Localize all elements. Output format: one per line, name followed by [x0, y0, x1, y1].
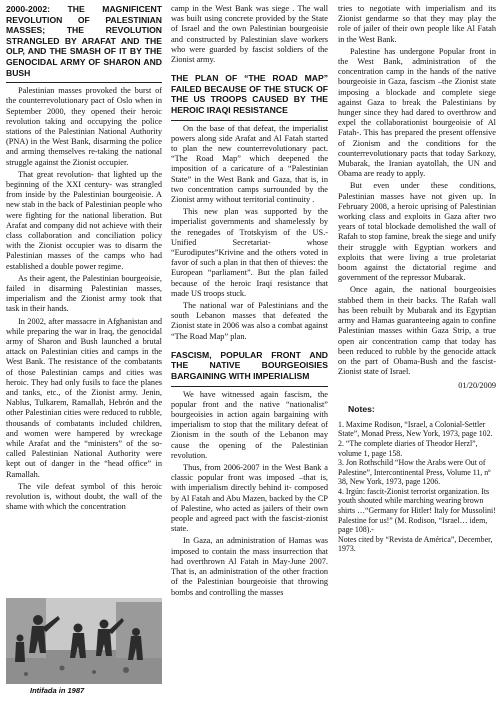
paragraph: That great revolution- that lighted up the beginning of the XXI century- was strangled from inside by the Palestinian bourgeoisie. A new stab in the back of Palestinian people who were fighting for the national liberation. But Arafat and company did not achieve with their class collaboration and conciliation policy with the Zionist occupier was to disarm the Palestinian masses of the camps who had established a double power regime. — [6, 169, 162, 271]
paragraph: As their agent, the Palestinian bourgeoisie, failed in disarming Palestinian masses, imperialism and the Zionist army took that task in their hands. — [6, 273, 162, 314]
notes-list — [338, 420, 496, 554]
notes-title: Notes: — [348, 403, 375, 414]
paragraph: In Gaza, an administration of Hamas was imposed to contain the mass insurrection that had overthrown Al Fatah in May-June 2007. That is, an administration of the other fraction of the Palestinian bourgeoisie that throwing bombs and controlling the masses — [171, 536, 328, 597]
paragraph: Palestine has undergone Popular front in the West Bank, administration of the concentration camp in the hands of the native bourgeoisie in Gaza, fascism –the Zionist state imposing a blockade and complete siege against Gaza to break the Palestinians by hunger since they had dared to overthrow and expel the collaborationist bourgeoisie of Al Fatah-. This has prepared the present offensive of Zionism and the conditions for the counterrevolutionary pacts that today Sarkozy, Mubarak, the Iranian ayatollah, the UN and Obama are ready to apply. — [338, 46, 496, 179]
paragraph: The vile defeat symbol of this heroic revolution is, without doubt, the wall of the shame with which the concentration — [6, 481, 162, 512]
intifada-photo — [6, 598, 162, 684]
note-item: 4. Irgún: fascit-Zionist terrorist organization. Its youth shouted while marching wearing brown shirts …“Germany for Hitler! Italy for Mussolini! Palestine for us!” (M. Rodison, “Israel… idem, page 108).- — [338, 486, 496, 535]
column-2 — [171, 4, 328, 600]
section-heading-fascism: FASCISM, POPULAR FRONT AND THE NATIVE BOURGEOISIES BARGAINING WITH IMPERIALISM — [171, 349, 328, 382]
paragraph: Once again, the national bourgeoisies stabbed them in their backs. The Rafah wall has been rebuilt by Mubarak and its Egyptian army and Hamas guaranteeing again to confine Palestinian masses within Gaza Strip, a true open air concentration camp that today has been reduced to rubble by the genocide attack on the part of Obama-Bush and the fascist-Zionist state of Israel. — [338, 285, 496, 377]
note-item: 1. Maxime Rodison, “Israel, a Colonial-Settler State”, Monad Press, New York, 1973, page 102. — [338, 419, 493, 439]
note-item: 3. Jon Rothschild “How the Arabs were Out of Palestine”, Intercontinental Press, Volume 11, nº 38, New York, 1973, page 1206. — [338, 458, 491, 487]
paragraph: But even under these conditions, Palestinian masses have not given up. In February 2008, a heroic uprising of Palestinian working class and exploits in Gaza after two years of total blockade demolished the wall of Rafah to stop famine, break the siege and unify their struggle with Egyptian workers and exploits that were living a true proletariat boom against the dictatorial regime and government of the repressor Mubarak. — [338, 181, 496, 283]
column-3 — [338, 4, 496, 554]
paragraph: Palestinian masses provoked the burst of the counterrevolutionary pact of Oslo when in September 2000, they opened their heroic revolution taking and occupying the police stations of the Palestinian National Authority (PNA) in the West Bank, disarming the police and arming themselves re-taking the national struggle against the Zionist occupier. — [6, 86, 162, 167]
photo-caption: Intifada in 1987 — [30, 686, 85, 695]
note-item: 2. “The complete diaries of Theodor Herzl”, volume 1, page 158. — [338, 438, 478, 458]
heading-rule — [171, 386, 328, 387]
heading-rule — [6, 82, 162, 83]
paragraph: camp in the West Bank was siege . The wall was built using concrete provided by the State of Israel and the own Palestinian bourgeoisie and constructed by Palestinian slave workers who were guarded by fascist soldiers of the Zionist army. — [171, 4, 328, 65]
paragraph: We have witnessed again fascism, the popular front and the native “nationalist” bourgeoisies in action again bargaining with imperialism to stop that the military defeat of Zionism in the south of the Lebanon may cause the opening of the Palestinian revolution. — [171, 389, 328, 460]
paragraph: This new plan was supported by the imperialist governments and shamelessly by the renegades of Trotskyism of the US.-Unified Secretariat- whose “Eurodiputes”Krivine and the others voted in favor of such a plan in that then of thieves: the European “parliament”. But the plan failed because of the heroic Iraqi resistance that made US troops stuck. — [171, 207, 328, 298]
paragraph: In 2002, after massacre in Afghanistan and while preparing the war in Iraq, the genocidal army of Sharon and Bush launched a brutal attack on Palestinian cities and camps in the West Bank. The resistance of the combatants of those Palestinian camps and cities was heroic. They had only fusils to face the planes and tanks, etc., of the Zionist army. Jenin, Nablus, Tulkarem, Ramallah, Hebrón and the other Palestinian cities were reduced to rubble, thousands of combatants included children, and women were hampered by wreckage while Arafat and the “ministers” of the so-called Palestinian National Authority were kept out of danger in the “head office” in Ramallah. — [6, 316, 162, 479]
note-item: Notes cited by “Revista de América”, December, 1973. — [338, 534, 493, 554]
column-1 — [6, 4, 162, 514]
intifada-photo-illustration — [6, 598, 162, 684]
paragraph: On the base of that defeat, the imperialist powers along side Arafat and Al Fatah started to plan the new counterrevolutionary pact. “The Road Map” which deepened the imposition of a caricature of a “Palestinian State” in the West Bank and Gaza, that is, in two concentration camps surrounded by the Zionist army without territorial continuity . — [171, 123, 328, 205]
section-heading-road-map: THE PLAN OF “THE ROAD MAP” FAILED BECAUSE OF THE STUCK OF THE US TROOPS CAUSED BY THE HEROIC IRAQI RESISTANCE — [171, 73, 328, 115]
heading-rule — [171, 120, 328, 121]
article-date: 01/20/2009 — [458, 381, 496, 391]
paragraph: The national war of Palestinians and the south Lebanon masses that defeated the Zionist state in 2006 was also a combat against “The Road Map” plan. — [171, 301, 328, 341]
paragraph: Thus, from 2006-2007 in the West Bank a classic popular front was imposed –that is, with imperialism directly behind it- composed by Al Fatah and Abu Mazen, backed by the CP of Palestine, who acted as jailers of their own people and agreed pact with the fascist-zionist state. — [171, 463, 328, 534]
section-heading-revolution: 2000-2002: THE MAGNIFICENT REVOLUTION OF PALESTINIAN MASSES; THE REVOLUTION STRANGLED BY ARAFAT AND THE OLP, AND THE SMASH OF IT BY THE GENOCIDAL ARMY OF SHARON AND BUSH — [6, 4, 162, 78]
paragraph: tries to negotiate with imperialism and its Zionist gendarme so that they may play the role of jailer of their own people like Al Fatah in the West Bank. — [338, 4, 496, 44]
